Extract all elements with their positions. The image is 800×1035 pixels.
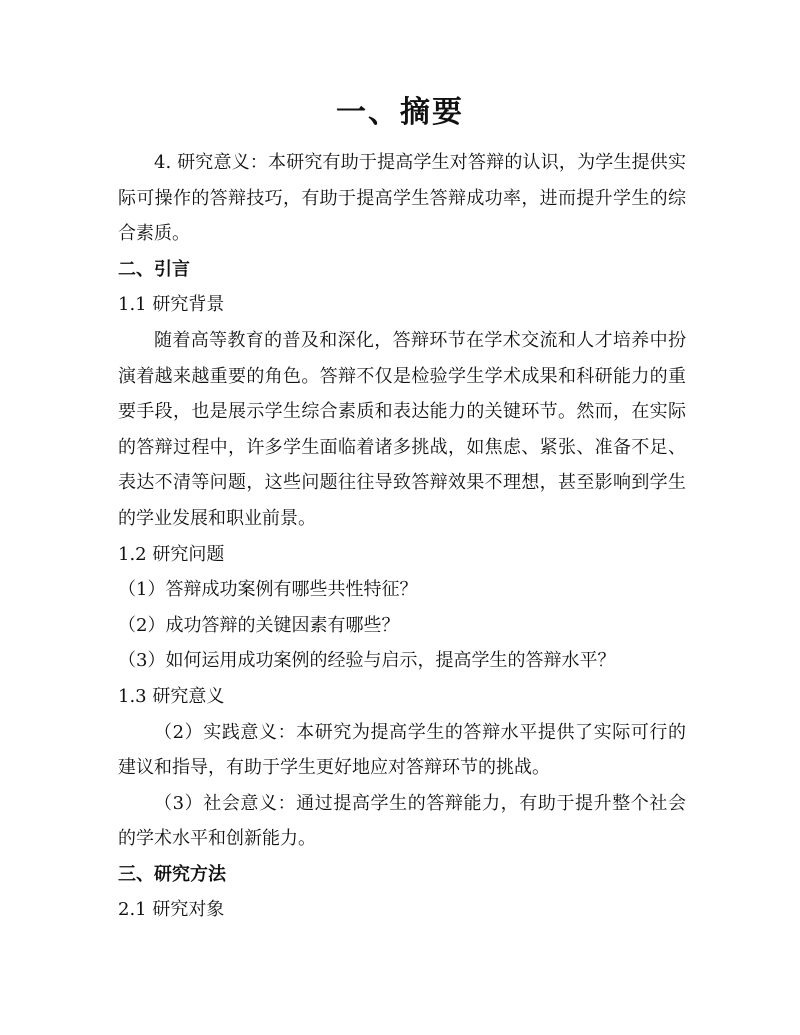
question-item-3: （3）如何运用成功案例的经验与启示，提高学生的答辩水平？	[118, 650, 616, 672]
subheading-research-significance: 1.3 研究意义	[118, 685, 225, 707]
section-heading-methods: 三、研究方法	[118, 863, 226, 885]
subheading-research-background: 1.1 研究背景	[118, 294, 225, 316]
paragraph-research-significance: 4. 研究意义：本研究有助于提高学生对答辩的认识，为学生提供实际可操作的答辩技巧，有助于提高学生答辩成功率，进而提升学生的综合素质。	[118, 152, 686, 245]
question-item-2: （2）成功答辩的关键因素有哪些？	[118, 614, 400, 636]
paragraph-social-significance: （3）社会意义：通过提高学生的答辩能力，有助于提升整个社会的学术水平和创新能力。	[118, 792, 686, 850]
section-heading-introduction: 二、引言	[118, 258, 190, 280]
subheading-research-subjects: 2.1 研究对象	[118, 899, 225, 921]
paragraph-practical-significance: （2）实践意义：本研究为提高学生的答辩水平提供了实际可行的建议和指导，有助于学生更好地应对答辩环节的挑战。	[118, 721, 686, 779]
paragraph-background: 随着高等教育的普及和深化，答辩环节在学术交流和人才培养中扮演着越来越重要的角色。答辩不仅是检验学生学术成果和科研能力的重要手段，也是展示学生综合素质和表达能力的关键环节。然而，在实际的答辩过程中，许多学生面临着诸多挑战，如焦虑、紧张、准备不足、表达不清等问题，这些问题往往导致答辩效果不理想，甚至影响到学生的学业发展和职业前景。	[118, 329, 686, 529]
subheading-research-questions: 1.2 研究问题	[118, 543, 225, 565]
document-body	[118, 145, 686, 928]
question-item-1: （1）答辩成功案例有哪些共性特征？	[118, 579, 418, 601]
page-title: 一、摘要	[336, 95, 464, 130]
